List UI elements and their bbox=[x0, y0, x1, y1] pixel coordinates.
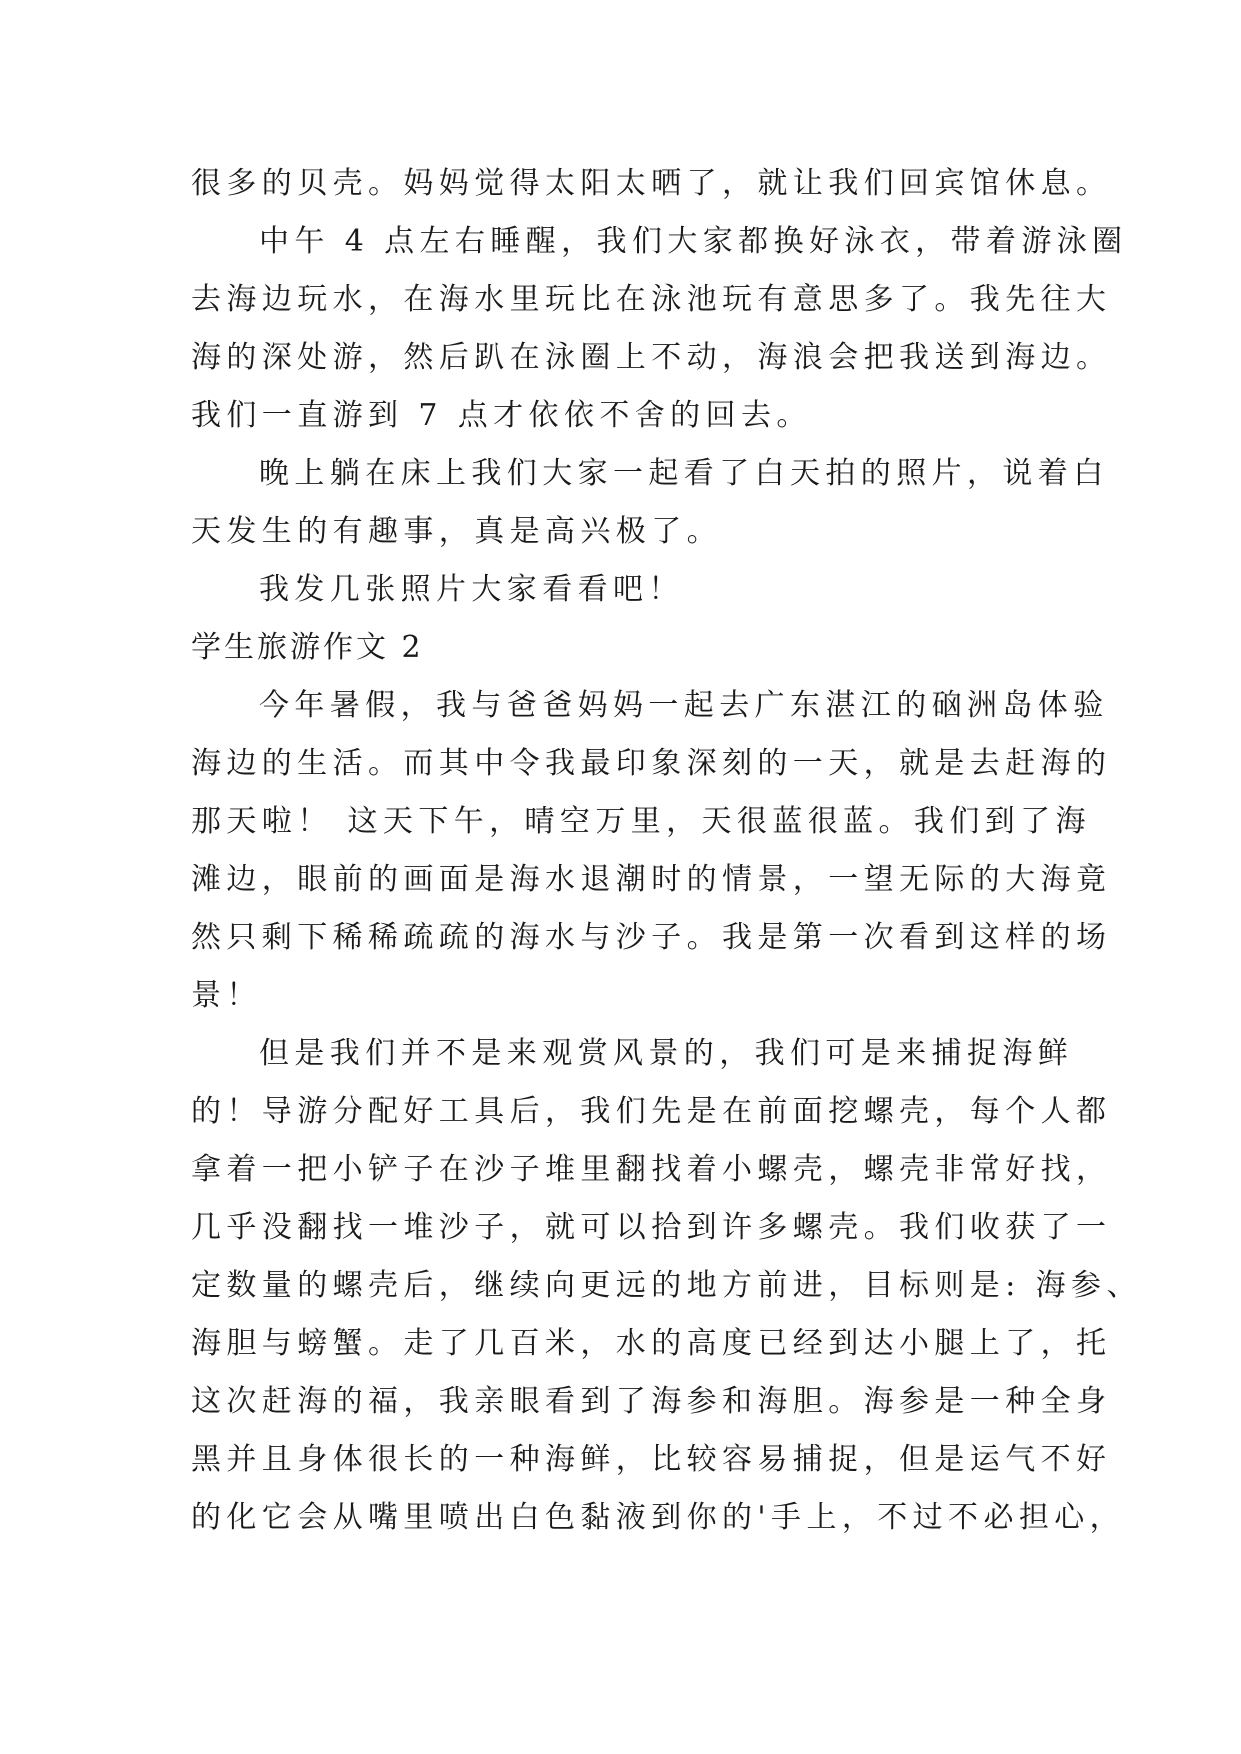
text-line: 海胆与螃蟹。走了几百米，水的高度已经到达小腿上了，托 bbox=[191, 1326, 1112, 1361]
text-line: 几乎没翻找一堆沙子，就可以拾到许多螺壳。我们收获了一 bbox=[191, 1210, 1112, 1245]
text-line: 然只剩下稀稀疏疏的海水与沙子。我是第一次看到这样的场 bbox=[191, 920, 1112, 955]
text-line: 拿着一把小铲子在沙子堆里翻找着小螺壳，螺壳非常好找， bbox=[191, 1152, 1112, 1187]
paragraph-first-line: 晚上躺在床上我们大家一起看了白天拍的照片，说着白 bbox=[259, 456, 1109, 491]
text-line: 景！ bbox=[191, 978, 262, 1013]
text-line: 我们一直游到 7 点才依依不舍的回去。 bbox=[191, 398, 812, 433]
paragraph-first-line: 但是我们并不是来观赏风景的，我们可是来捕捉海鲜 bbox=[259, 1036, 1074, 1071]
text-line: 定数量的螺壳后，继续向更远的地方前进，目标则是: 海参、 bbox=[191, 1268, 1142, 1303]
text-line: 这次赶海的福，我亲眼看到了海参和海胆。海参是一种全身 bbox=[191, 1384, 1112, 1419]
text-line: 很多的贝壳。妈妈觉得太阳太晒了，就让我们回宾馆休息。 bbox=[191, 166, 1112, 201]
paragraph-first-line: 我发几张照片大家看看吧！ bbox=[259, 572, 684, 607]
section-heading: 学生旅游作文 2 bbox=[191, 630, 424, 665]
text-line: 海的深处游，然后趴在泳圈上不动，海浪会把我送到海边。 bbox=[191, 340, 1112, 375]
text-line: 海边的生活。而其中令我最印象深刻的一天，就是去赶海的 bbox=[191, 746, 1112, 781]
paragraph-first-line: 中午 4 点左右睡醒，我们大家都换好泳衣，带着游泳圈 bbox=[259, 224, 1128, 259]
document-body bbox=[191, 155, 1142, 1547]
text-line: 那天啦！ 这天下午，晴空万里，天很蓝很蓝。我们到了海 bbox=[191, 804, 1091, 839]
text-line: 的化它会从嘴里喷出白色黏液到你的'手上，不过不必担心， bbox=[191, 1500, 1126, 1535]
text-line: 去海边玩水，在海水里玩比在泳池玩有意思多了。我先往大 bbox=[191, 282, 1112, 317]
text-line: 的！导游分配好工具后，我们先是在前面挖螺壳，每个人都 bbox=[191, 1094, 1112, 1129]
paragraph-first-line: 今年暑假，我与爸爸妈妈一起去广东湛江的硇洲岛体验 bbox=[259, 688, 1109, 723]
text-line: 天发生的有趣事，真是高兴极了。 bbox=[191, 514, 722, 549]
text-line: 滩边，眼前的画面是海水退潮时的情景，一望无际的大海竟 bbox=[191, 862, 1112, 897]
text-line: 黑并且身体很长的一种海鲜，比较容易捕捉，但是运气不好 bbox=[191, 1442, 1112, 1477]
